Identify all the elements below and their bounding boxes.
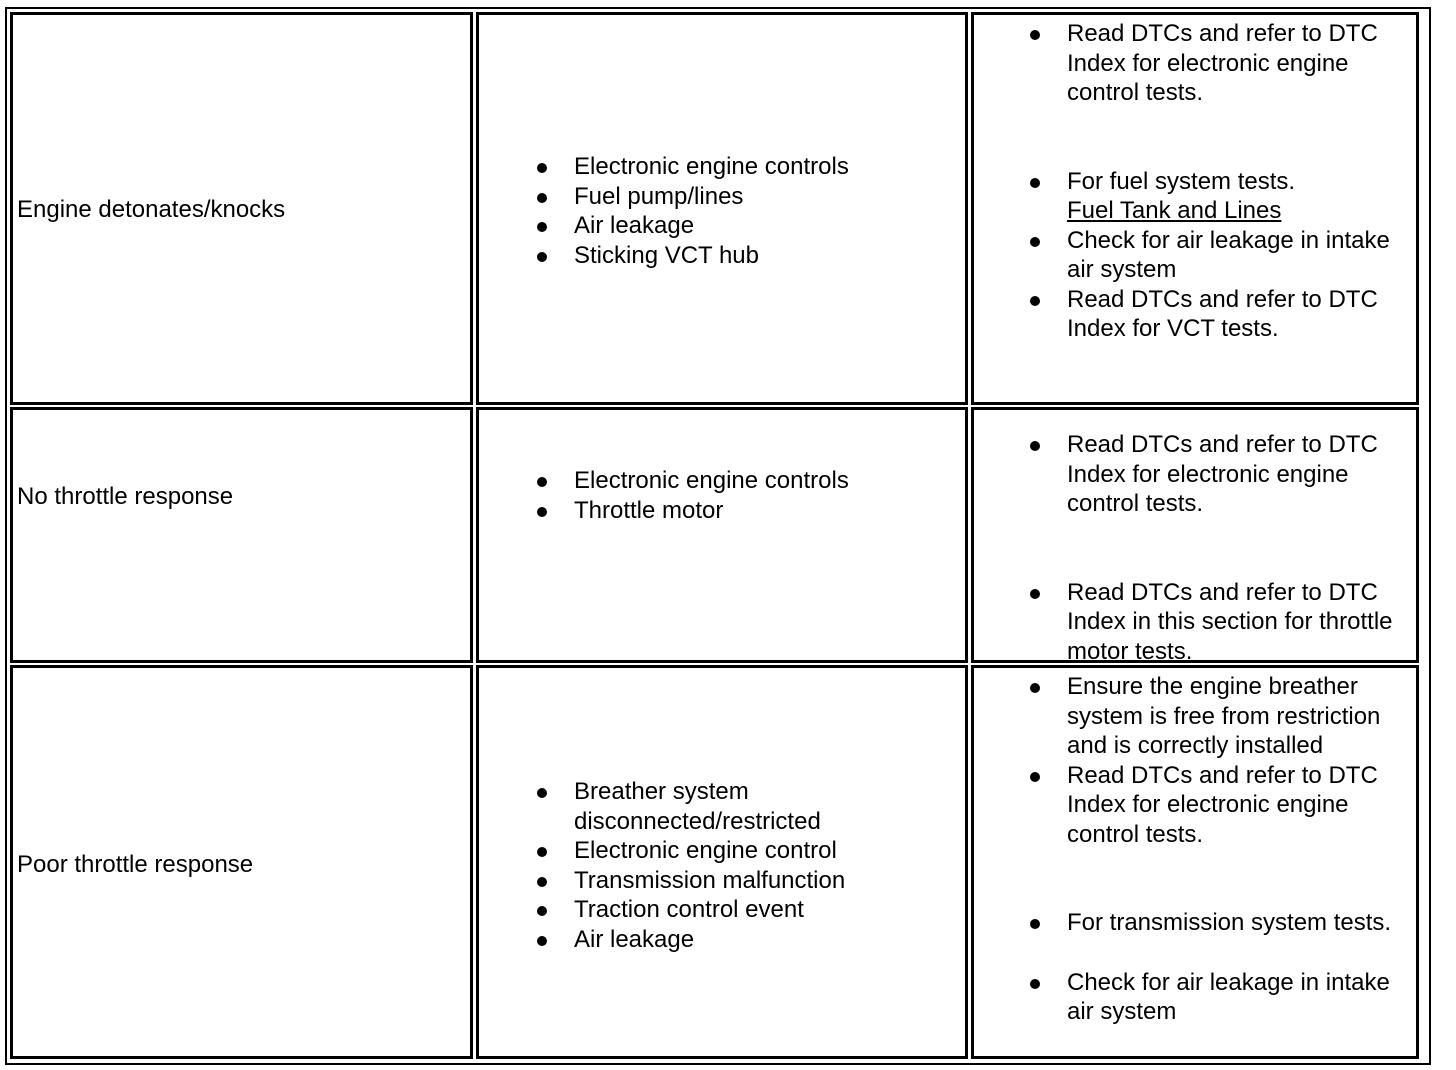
list-item: Traction control event <box>537 895 867 925</box>
actions-cell-poor-throttle <box>971 665 1419 1059</box>
list-item: Throttle motor <box>537 496 957 526</box>
list-item: Air leakage <box>537 925 867 955</box>
list-item: Electronic engine control <box>537 836 867 866</box>
symptom-text: No throttle response <box>17 483 234 510</box>
list-item: Transmission malfunction <box>537 866 867 896</box>
actions-list <box>1030 19 1418 344</box>
causes-cell-poor-throttle <box>476 665 968 1059</box>
actions-cell-no-throttle <box>971 407 1419 663</box>
spacer <box>1030 849 1418 908</box>
list-item: Read DTCs and refer to DTC Index for electronic engine control tests. <box>1030 430 1418 519</box>
list-item: Read DTCs and refer to DTC Index for electronic engine control tests. <box>1030 761 1418 850</box>
list-item: Read DTCs and refer to DTC Index for electronic engine control tests. <box>1030 19 1418 108</box>
causes-list <box>537 777 867 954</box>
causes-cell-no-throttle <box>476 407 968 663</box>
causes-cell-engine-detonates <box>476 12 968 405</box>
list-item: Sticking VCT hub <box>537 241 957 271</box>
list-item: Air leakage <box>537 211 957 241</box>
actions-list <box>1030 672 1418 1027</box>
list-item: Check for air leakage in intake air system <box>1030 968 1418 1027</box>
symptom-cell-no-throttle <box>10 407 473 663</box>
list-item: For transmission system tests. <box>1030 908 1418 938</box>
list-item: Check for air leakage in intake air system <box>1030 226 1418 285</box>
list-item: Electronic engine controls <box>537 152 957 182</box>
spacer <box>1030 519 1418 578</box>
causes-list <box>537 466 957 525</box>
symptom-cell-poor-throttle <box>10 665 473 1059</box>
fuel-tank-and-lines-link[interactable]: Fuel Tank and Lines <box>1067 197 1282 224</box>
list-item: Fuel pump/lines <box>537 182 957 212</box>
list-item: Electronic engine controls <box>537 466 957 496</box>
action-text: For fuel system tests. <box>1067 167 1296 195</box>
causes-list <box>537 152 957 270</box>
list-item: Ensure the engine breather system is free from restriction and is correctly installed <box>1030 672 1418 761</box>
actions-cell-engine-detonates <box>971 12 1419 405</box>
spacer <box>1030 938 1418 968</box>
symptom-text: Engine detonates/knocks <box>17 196 286 223</box>
actions-list <box>1030 430 1418 663</box>
spacer <box>1030 108 1418 167</box>
list-item: Read DTCs and refer to DTC Index in this section for throttle motor tests. <box>1030 578 1418 664</box>
list-item: Read DTCs and refer to DTC Index for VCT tests. <box>1030 285 1418 344</box>
symptom-text: Poor throttle response <box>17 851 254 878</box>
symptom-cell-engine-detonates <box>10 12 473 405</box>
list-item <box>1030 167 1418 226</box>
list-item: Breather system disconnected/restricted <box>537 777 867 836</box>
